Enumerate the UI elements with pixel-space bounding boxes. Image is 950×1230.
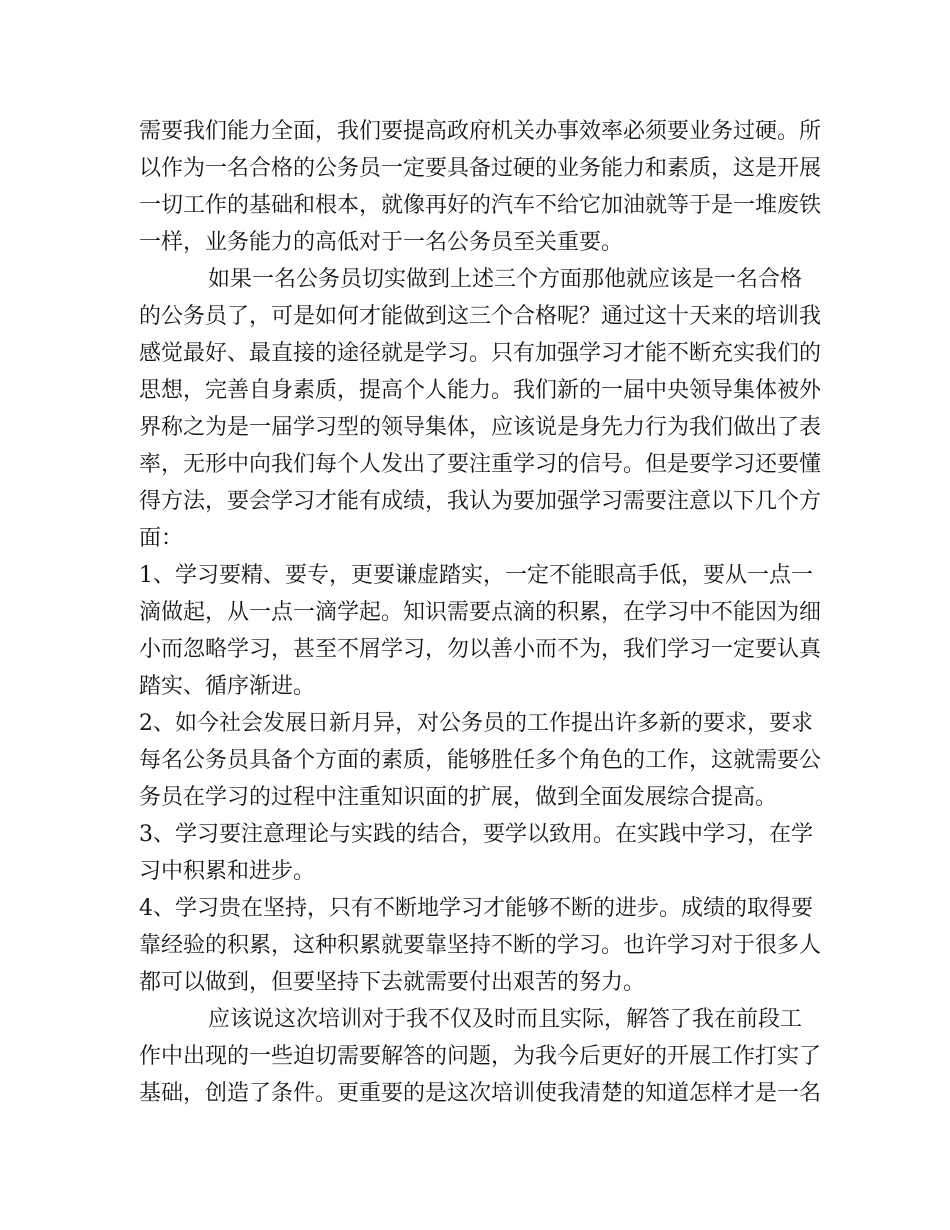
text-line: 习中积累和进步。: [139, 859, 316, 884]
text-line: 作中出现的一些迫切需要解答的问题，为我今后更好的开展工作打实了: [139, 1044, 822, 1069]
text-line: 靠经验的积累，这种积累就要靠坚持不断的学习。也许学习对于很多人: [139, 933, 822, 958]
text-line: 率，无形中向我们每个人发出了要注重学习的信号。但是要学习还要懂: [139, 452, 822, 477]
text-line: 以作为一名合格的公务员一定要具备过硬的业务能力和素质，这是开展: [139, 156, 822, 181]
list-item-first-line: 1、学习要精、要专，更要谦虚踏实，一定不能眼高手低，要从一点一: [139, 563, 813, 588]
text-line: 感觉最好、最直接的途径就是学习。只有加强学习才能不断充实我们的: [139, 341, 822, 366]
text-line: 都可以做到，但要坚持下去就需要付出艰苦的努力。: [139, 970, 646, 995]
text-line: 需要我们能力全面，我们要提高政府机关办事效率必须要业务过硬。所: [139, 119, 822, 144]
text-line: 每名公务员具备个方面的素质，能够胜任多个角色的工作，这就需要公: [139, 748, 822, 773]
text-line: 的公务员了，可是如何才能做到这三个合格呢？通过这十天来的培训我: [139, 304, 822, 329]
body-text: [139, 113, 822, 1112]
text-line: 一切工作的基础和根本，就像再好的汽车不给它加油就等于是一堆废铁: [139, 193, 822, 218]
text-line: 踏实、循序渐进。: [139, 674, 316, 699]
text-line: 得方法，要会学习才能有成绩，我认为要加强学习需要注意以下几个方: [139, 489, 822, 514]
paragraph-first-line: 应该说这次培训对于我不仅及时而且实际，解答了我在前段工: [208, 1007, 803, 1032]
text-line: 滴做起，从一点一滴学起。知识需要点滴的积累，在学习中不能因为细: [139, 600, 822, 625]
list-item-first-line: 3、学习要注意理论与实践的结合，要学以致用。在实践中学习，在学: [139, 822, 813, 847]
list-item-first-line: 4、学习贵在坚持，只有不断地学习才能够不断的进步。成绩的取得要: [139, 896, 813, 921]
text-line: 小而忽略学习，甚至不屑学习，勿以善小而不为，我们学习一定要认真: [139, 637, 822, 662]
paragraph-first-line: 如果一名公务员切实做到上述三个方面那他就应该是一名合格: [208, 267, 803, 292]
text-line: 基础，创造了条件。更重要的是这次培训使我清楚的知道怎样才是一名: [139, 1081, 822, 1106]
text-line: 一样，业务能力的高低对于一名公务员至关重要。: [139, 230, 624, 255]
text-line: 面：: [139, 526, 184, 551]
text-line: 务员在学习的过程中注重知识面的扩展，做到全面发展综合提高。: [139, 785, 778, 810]
list-item-first-line: 2、如今社会发展日新月异，对公务员的工作提出许多新的要求，要求: [139, 711, 813, 736]
text-line: 界称之为是一届学习型的领导集体，应该说是身先力行为我们做出了表: [139, 415, 822, 440]
text-line: 思想，完善自身素质，提高个人能力。我们新的一届中央领导集体被外: [139, 378, 822, 403]
